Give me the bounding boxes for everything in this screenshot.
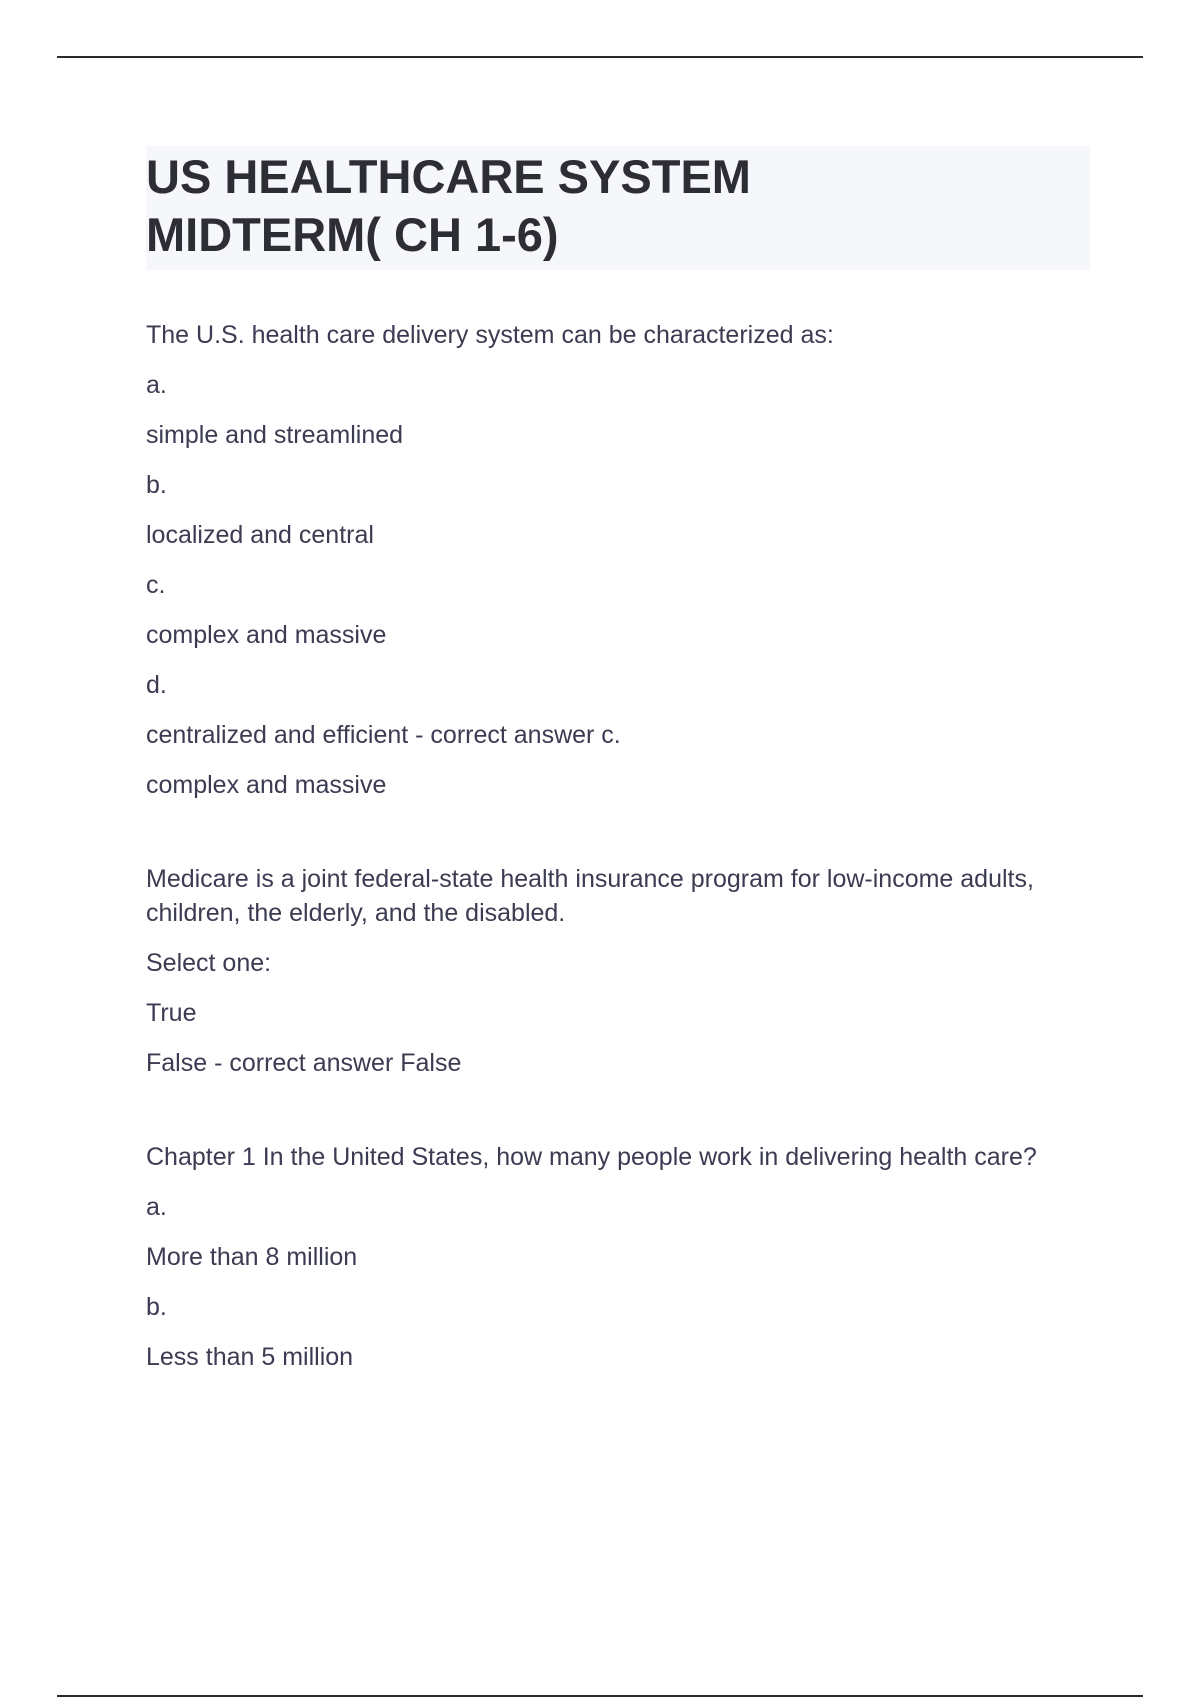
title-banner <box>146 146 1090 270</box>
option-true: True <box>146 999 197 1027</box>
bottom-divider <box>57 1695 1143 1697</box>
select-one-label: Select one: <box>146 949 272 977</box>
option-text-c: complex and massive <box>146 621 387 649</box>
top-divider <box>57 56 1143 58</box>
question-text: Chapter 1 In the United States, how many people work in delivering health care? <box>146 1143 1037 1171</box>
question-text: Medicare is a joint federal-state health insurance program for low-income adults, children, the elderly, and the disabled. <box>146 865 1034 927</box>
question-block-1 <box>146 318 1090 802</box>
option-text-b: Less than 5 million <box>146 1343 354 1371</box>
question-text: The U.S. health care delivery system can be characterized as: <box>146 321 834 349</box>
option-label-d: d. <box>146 671 167 699</box>
option-text-b: localized and central <box>146 521 374 549</box>
option-label-a: a. <box>146 371 167 399</box>
question-block-2 <box>146 862 1090 1080</box>
title-line-2: MIDTERM( CH 1-6) <box>146 208 559 261</box>
option-false-with-answer: False - correct answer False <box>146 1049 462 1077</box>
title-line-1: US HEALTHCARE SYSTEM <box>146 150 751 203</box>
document-body <box>146 146 1090 1374</box>
option-label-b: b. <box>146 1293 167 1321</box>
page-title <box>146 148 1090 264</box>
option-label-a: a. <box>146 1193 167 1221</box>
option-text-d-with-answer: centralized and efficient - correct answer c. <box>146 721 621 749</box>
option-text-a: simple and streamlined <box>146 421 404 449</box>
question-block-3 <box>146 1140 1090 1374</box>
option-label-b: b. <box>146 471 167 499</box>
option-label-c: c. <box>146 571 166 599</box>
correct-answer-text: complex and massive <box>146 771 387 799</box>
option-text-a: More than 8 million <box>146 1243 358 1271</box>
